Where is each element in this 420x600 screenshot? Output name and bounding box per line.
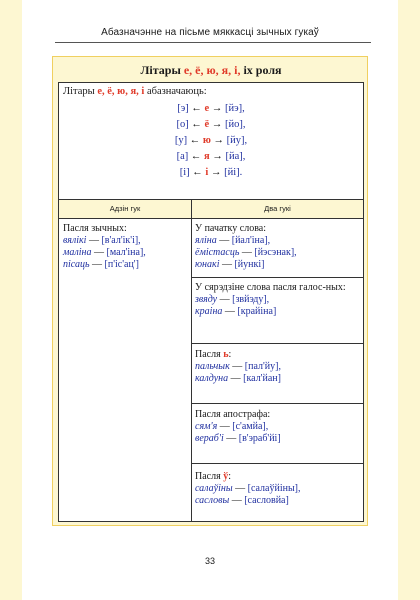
running-head: Абазначэнне на пісьме мяккасці зычных гукаў: [101, 27, 319, 38]
intro-prefix: Літары: [63, 86, 98, 97]
section-title: У пачатку слова:: [195, 223, 267, 234]
example-transcription: [кал'йан]: [243, 373, 281, 384]
header-rule: [55, 42, 371, 43]
formula-sound: [а]: [176, 151, 189, 162]
formula-sounds: [йу],: [226, 135, 248, 146]
example-line: пальчык — [пал'йу],: [195, 361, 281, 372]
example-transcription: [в'эраб'йі]: [238, 433, 281, 444]
section-title: [195, 471, 361, 483]
table-column-divider: [191, 200, 192, 521]
example-word: сям'я: [195, 421, 218, 432]
example-transcription: [крайіна]: [237, 306, 277, 317]
formula-sounds: [йо],: [224, 119, 246, 130]
arrow-right-icon: →: [213, 135, 225, 146]
section-rule: [192, 463, 363, 464]
cell-title: Пасля зычных:: [63, 223, 127, 234]
section-title-suffix: :: [228, 349, 232, 360]
left-page-band: [0, 0, 22, 600]
formula-row: [59, 117, 363, 133]
section-title-prefix: Пасля: [195, 349, 224, 360]
one-sound-cell: [63, 223, 189, 271]
example-line: ялiна — [йал'іна],: [195, 235, 271, 246]
arrow-left-icon: ←: [189, 135, 201, 146]
formula-row: [59, 133, 363, 149]
intro-letters: е, ё, ю, я, і: [97, 86, 145, 97]
rule-frame: [52, 56, 368, 526]
example-transcription: [звйэду],: [232, 294, 270, 305]
formula-list: [59, 101, 363, 181]
section-rule: [192, 403, 363, 404]
column-header-two-sounds: Два гукі: [192, 200, 363, 218]
example-line: сям'я — [с'амйа],: [195, 421, 269, 432]
example-word: сасловы: [195, 495, 230, 506]
intro-suffix: абазначаюць:: [144, 86, 207, 97]
example-line: калдунa — [кал'йан]: [195, 373, 281, 384]
formula-row: [59, 165, 363, 181]
formula-sounds: [йі].: [224, 167, 243, 178]
example-line: юнакі — [йункі]: [195, 259, 265, 270]
section-title-letter: ь: [223, 349, 229, 360]
section-title: Пасля апострафа:: [195, 409, 271, 420]
example-transcription: [пал'йу],: [244, 361, 281, 372]
arrow-right-icon: →: [211, 103, 223, 114]
rule-box: [58, 82, 364, 522]
arrow-left-icon: ←: [192, 167, 203, 178]
example-word: вераб'і: [195, 433, 224, 444]
title-prefix: Літары: [140, 63, 184, 77]
right-page-band: [398, 0, 420, 600]
example-word: юнакі: [195, 259, 220, 270]
title-suffix: іх роля: [240, 63, 282, 77]
formula-row: [59, 149, 363, 165]
formula-row: [59, 101, 363, 117]
example-word: салаўіны: [195, 483, 233, 494]
section-rule: [192, 343, 363, 344]
formula-sounds: [йа],: [225, 151, 246, 162]
example-line: вераб'і — [в'эраб'йі]: [195, 433, 281, 444]
arrow-right-icon: →: [212, 151, 223, 162]
example-line: вялікі — [в'ал'ік'і],: [63, 235, 141, 246]
example-transcription: [йункі]: [234, 259, 265, 270]
example-transcription: [мал'іна],: [106, 247, 146, 258]
section-title: [195, 349, 361, 361]
two-sounds-section-word-start: [195, 223, 361, 271]
example-transcription: [п'іс'ац']: [104, 259, 139, 270]
two-sounds-section-after-vowels: [195, 282, 361, 318]
section-rule: [192, 277, 363, 278]
arrow-right-icon: →: [210, 167, 222, 178]
page-number: 33: [204, 556, 215, 566]
example-word: малінa: [63, 247, 92, 258]
two-sounds-section-after-soft-sign: [195, 349, 361, 385]
formula-letter: і: [205, 167, 209, 178]
formula-sound: [і]: [179, 167, 190, 178]
two-sounds-section-after-short-u: [195, 471, 361, 507]
example-line: сасловы — [сасловйа]: [195, 495, 289, 506]
example-line: краіна — [крайіна]: [195, 306, 277, 317]
example-word: пальчык: [195, 361, 230, 372]
example-word: звяду: [195, 294, 218, 305]
example-transcription: [салаўйіны],: [247, 483, 301, 494]
formula-letter: ё: [204, 119, 210, 130]
example-word: пісаць: [63, 259, 90, 270]
example-word: калдунa: [195, 373, 229, 384]
two-sounds-section-after-apostrophe: [195, 409, 361, 445]
formula-letter: е: [204, 103, 210, 114]
example-word: краіна: [195, 306, 223, 317]
example-line: малінa — [мал'іна],: [63, 247, 146, 258]
arrow-right-icon: →: [211, 119, 223, 130]
column-header-one-sound: Адзін гук: [59, 200, 191, 218]
formula-letter: ю: [202, 135, 211, 146]
example-word: вялікі: [63, 235, 87, 246]
intro-line: [63, 86, 207, 97]
example-transcription: [йал'іна],: [231, 235, 271, 246]
section-title-letter: ў: [223, 471, 229, 482]
frame-title: [53, 63, 369, 78]
example-line: ёмістасць — [йэсэнак],: [195, 247, 297, 258]
example-transcription: [сасловйа]: [244, 495, 289, 506]
arrow-left-icon: ←: [190, 151, 202, 162]
formula-letter: я: [204, 151, 210, 162]
example-transcription: [йэсэнак],: [254, 247, 297, 258]
example-line: салаўіны — [салаўйіны],: [195, 483, 301, 494]
example-transcription: [в'ал'ік'і],: [101, 235, 141, 246]
example-word: ёмістасць: [195, 247, 240, 258]
example-transcription: [с'амйа],: [232, 421, 269, 432]
formula-sound: [у]: [174, 135, 188, 146]
title-letters: е, ё, ю, я, і,: [183, 63, 241, 77]
formula-sound: [э]: [177, 103, 189, 114]
example-word: ялiна: [195, 235, 217, 246]
arrow-left-icon: ←: [191, 119, 202, 130]
section-title-prefix: Пасля: [195, 471, 224, 482]
formula-sound: [о]: [176, 119, 189, 130]
table-header-rule: [59, 218, 363, 219]
example-line: звяду — [звйэду],: [195, 294, 270, 305]
formula-sounds: [йэ],: [224, 103, 245, 114]
example-line: пісаць — [п'іс'ац']: [63, 259, 139, 270]
section-title: У сярэдзіне слова пасля галос-ных:: [195, 282, 346, 293]
arrow-left-icon: ←: [191, 103, 202, 114]
section-title-suffix: :: [228, 471, 231, 482]
